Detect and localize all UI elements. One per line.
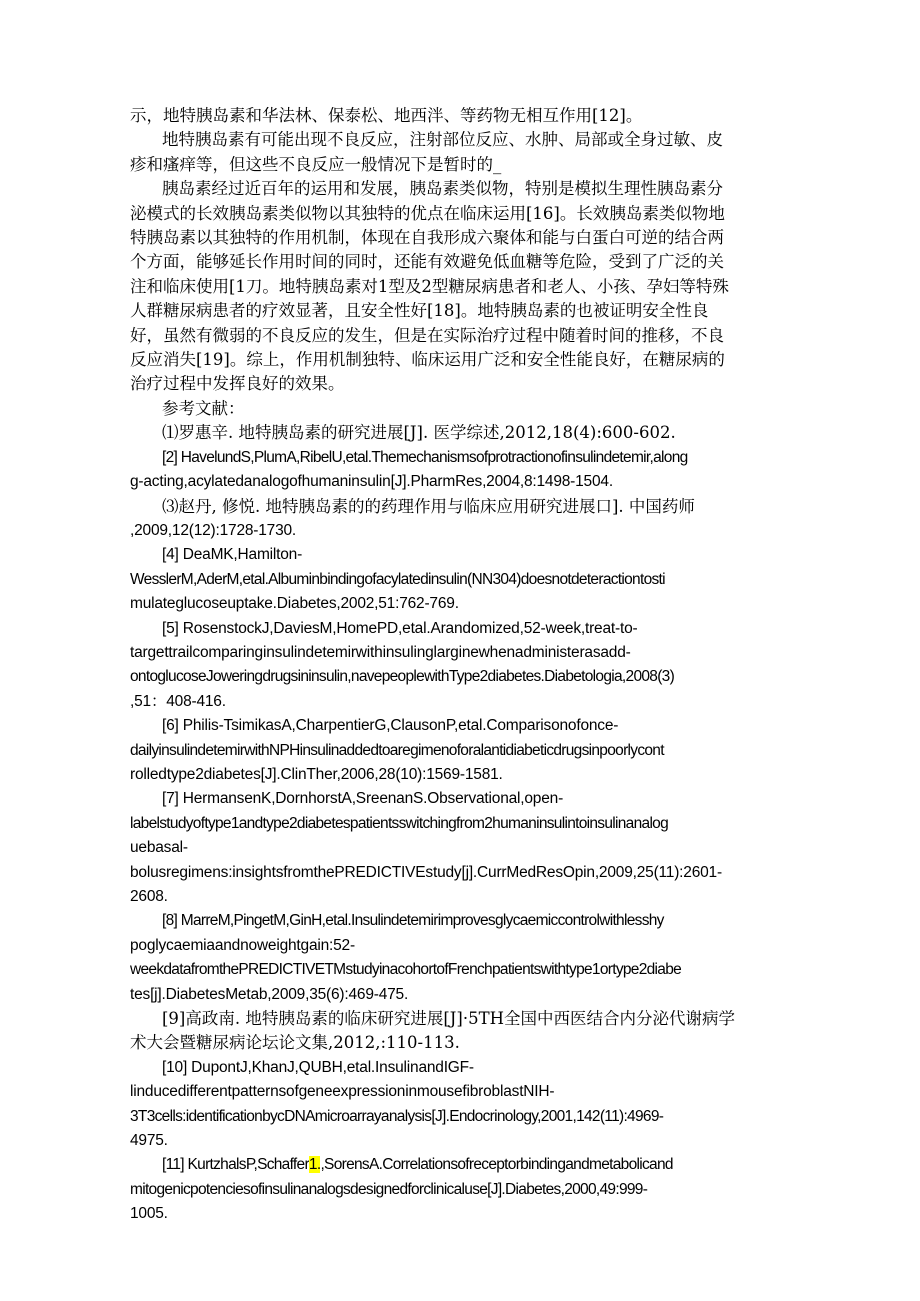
reference-10-line-1: [10] DupontJ,KhanJ,QUBH,etal.InsulinandIGF- bbox=[162, 1058, 474, 1076]
reference-6-line-3: rolledtype2diabetes[J].ClinTher,2006,28(10):1569-1581. bbox=[130, 765, 503, 783]
reference-3-line-1: ⑶赵丹, 修悦. 地特胰岛素的的药理作用与临床应用研究进展口]. 中国药师 bbox=[162, 496, 695, 516]
reference-4-line-1: [4] DeaMK,Hamilton- bbox=[162, 546, 303, 564]
reference-8-line-2: poglycaemiaandnoweightgain:52- bbox=[130, 936, 355, 954]
reference-5-line-1: [5] RosenstockJ,DaviesM,HomePD,etal.Arandomized,52-week,treat-to- bbox=[162, 619, 638, 637]
reference-10-line-4: 4975. bbox=[130, 1132, 168, 1150]
reference-11-line-2: mitogenicpotenciesofinsulinanalogsdesignedforclinicaluse[J].Diabetes,2000,49:999- bbox=[130, 1180, 648, 1198]
reference-5-line-4: ,51：408-416. bbox=[130, 692, 226, 710]
reference-7-line-4: bolusregimens:insightsfromthePREDICTIVEstudy[j].CurrMedResOpin,2009,25(11):2601- bbox=[130, 863, 722, 881]
body-line-10: 好，虽然有微弱的不良反应的发生，但是在实际治疗过程中随着时间的推移，不良 bbox=[130, 325, 724, 345]
reference-2-line-2: g-acting,acylatedanalogofhumaninsulin[J].PharmRes,2004,8:1498-1504. bbox=[130, 473, 613, 491]
body-line-2: 地特胰岛素有可能出现不良反应，注射部位反应、水肿、局部或全身过敏、皮 bbox=[162, 130, 723, 150]
document-page bbox=[130, 104, 798, 1227]
body-line-12: 治疗过程中发挥良好的效果。 bbox=[130, 374, 345, 394]
reference-4-line-2: WesslerM,AderM,etal.Albuminbindingofacylatedinsulin(NN304)doesnotdeteractiontosti bbox=[130, 570, 665, 588]
reference-9-line-2: 术大会暨糖尿病论坛论文集,2012,:110-113. bbox=[130, 1033, 460, 1053]
highlighted-text: 1. bbox=[308, 1156, 321, 1174]
reference-5-line-3: ontoglucoseJoweringdrugsininsulin,navepeoplewithType2diabetes.Diabetologia,2008(3) bbox=[130, 668, 675, 686]
body-line-4: 胰岛素经过近百年的运用和发展，胰岛素类似物，特别是模拟生理性胰岛素分 bbox=[162, 179, 723, 199]
references-heading: 参考文献： bbox=[162, 398, 245, 418]
reference-7-line-3: uebasal- bbox=[130, 839, 188, 857]
body-line-8: 注和临床使用[1刀。地特胰岛素对1型及2型糖尿病患者和老人、小孩、孕妇等特殊 bbox=[130, 276, 729, 296]
body-line-6: 特胰岛素以其独特的作用机制，体现在自我形成六聚体和能与白蛋白可逆的结合两 bbox=[130, 228, 724, 248]
reference-6-line-2: dailyinsulindetemirwithNPHinsulinaddedtoaregimenoforalantidiabeticdrugsinpoorlycont bbox=[130, 741, 664, 759]
reference-8-line-1: [8] MarreM,PingetM,GinH,etal.Insulindetemirimprovesglycaemiccontrolwithlesshy bbox=[162, 912, 664, 930]
reference-7-line-2: labelstudyoftype1andtype2diabetespatientsswitchingfrom2humaninsulintoinsulinanalog bbox=[130, 814, 669, 832]
reference-11-line-1 bbox=[130, 1153, 798, 1177]
reference-7-line-1: [7] HermansenK,DornhorstA,SreenanS.Observational,open- bbox=[162, 790, 564, 808]
body-line-5: 泌模式的长效胰岛素类似物以其独特的优点在临床运用[16]。长效胰岛素类似物地 bbox=[130, 203, 725, 223]
reference-7-line-5: 2608. bbox=[130, 888, 168, 905]
reference-10-line-2: linducedifferentpatternsofgeneexpressioninmousefibroblastNIH- bbox=[130, 1083, 555, 1101]
reference-8-line-4: tes[j].DiabetesMetab,2009,35(6):469-475. bbox=[130, 985, 409, 1003]
reference-8-line-3: weekdatafromthePREDICTIVETMstudyinacohortofFrenchpatientswithtype1ortype2diabe bbox=[130, 961, 682, 979]
reference-9-line-1: [9]高政南. 地特胰岛素的临床研究进展[J]·5TH全国中西医结合内分泌代谢病学 bbox=[162, 1009, 735, 1029]
body-line-7: 个方面，能够延长作用时间的同时，还能有效避免低血糖等危险，受到了广泛的关 bbox=[130, 252, 724, 272]
reference-11-suffix: ,SorensA.Correlationsofreceptorbindingandmetabolicand bbox=[320, 1156, 673, 1174]
body-line-9: 人群糖尿病患者的疗效显著，且安全性好[18]。地特胰岛素的也被证明安全性良 bbox=[130, 301, 709, 321]
reference-11-prefix: [11] KurtzhalsP,Schaffer bbox=[162, 1156, 309, 1174]
body-line-3: 疹和瘙痒等，但这些不良反应一般情况下是暂时的_ bbox=[130, 154, 502, 174]
reference-2-line-1: [2] HavelundS,PlumA,RibelU,etal.Themechanismsofprotractionofinsulindetemir,along bbox=[162, 448, 688, 466]
reference-1: ⑴罗惠辛. 地特胰岛素的研究进展[J]. 医学综述,2012,18(4):600-602. bbox=[162, 423, 676, 443]
reference-6-line-1: [6] Philis-TsimikasA,CharpentierG,ClausonP,etal.Comparisonofonce- bbox=[162, 717, 619, 735]
reference-5-line-2: targettrailcomparinginsulindetemirwithinsulinglarginewhenadministerasadd- bbox=[130, 643, 631, 661]
reference-11-line-3: 1005. bbox=[130, 1205, 168, 1223]
reference-3-line-2: ,2009,12(12):1728-1730. bbox=[130, 521, 297, 539]
body-line-11: 反应消失[19]。综上，作用机制独特、临床运用广泛和安全性能良好，在糖尿病的 bbox=[130, 350, 725, 370]
reference-10-line-3: 3T3cells:identificationbycDNAmicroarrayanalysis[J].Endocrinology,2001,142(11):4969- bbox=[130, 1107, 664, 1125]
body-line-1: 示，地特胰岛素和华法林、保泰松、地西泮、等药物无相互作用[12]。 bbox=[130, 106, 643, 125]
reference-4-line-3: mulateglucoseuptake.Diabetes,2002,51:762-769. bbox=[130, 595, 459, 613]
